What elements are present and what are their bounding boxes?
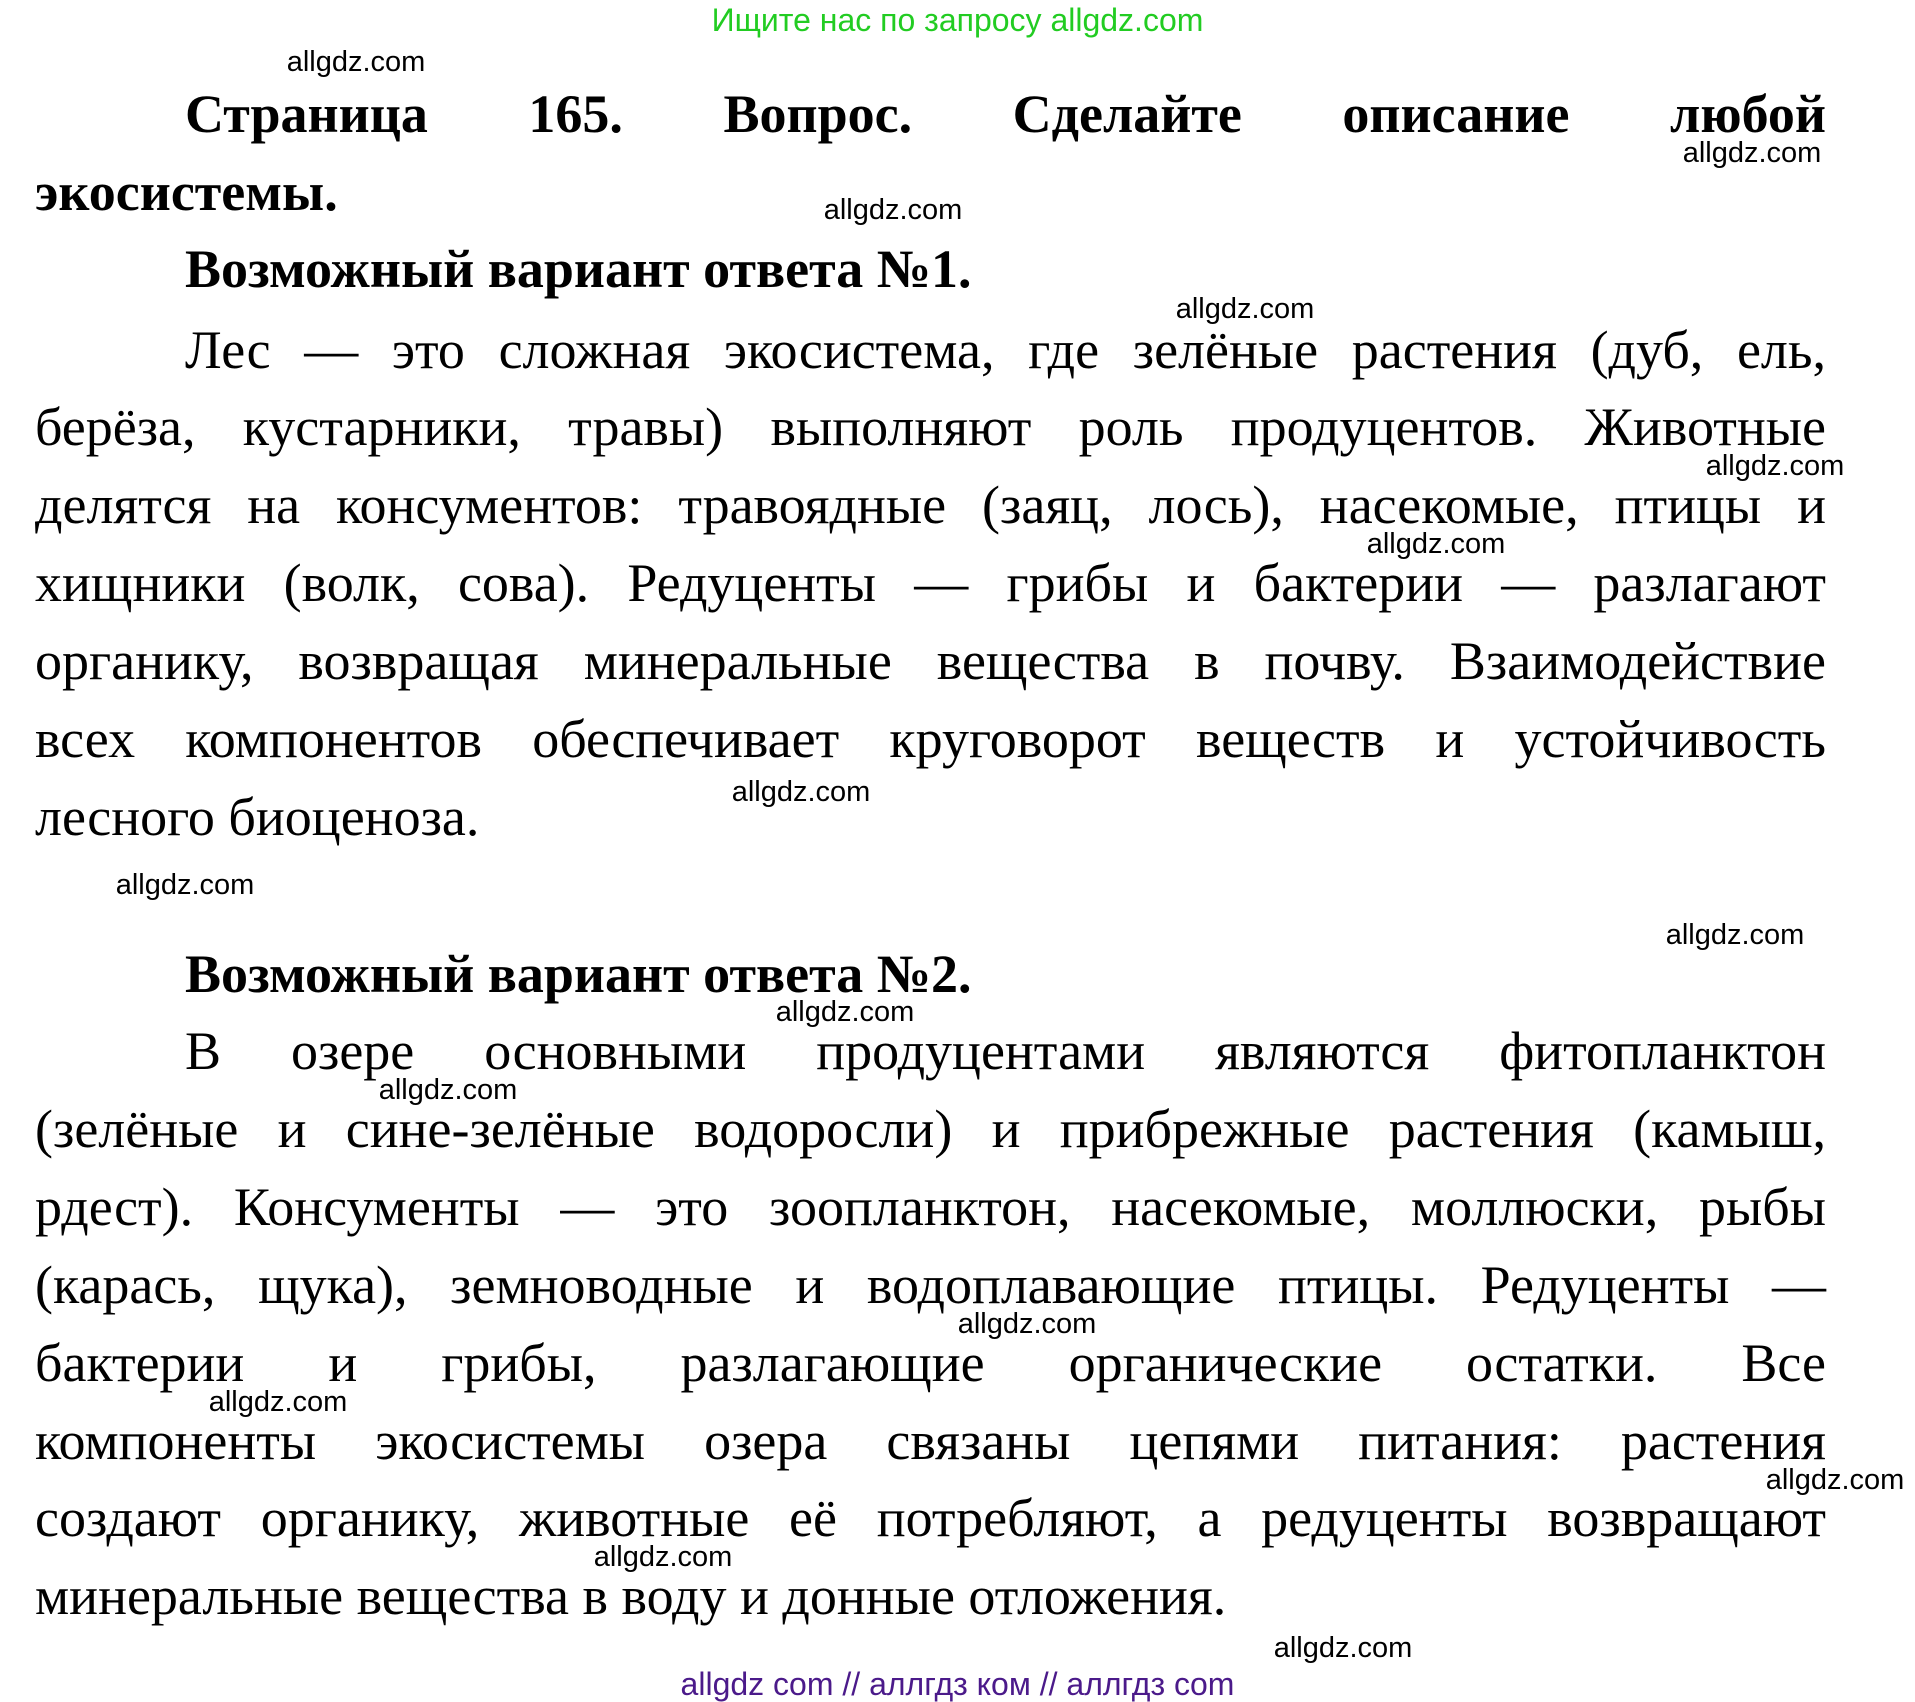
watermark: allgdz.com xyxy=(823,194,963,226)
paragraph-line: Лес — это сложная экосистема, где зелёные растения (дуб, ель, xyxy=(185,320,1826,380)
paragraph-line: органику, возвращая минеральные вещества в почву. Взаимодействие xyxy=(35,631,1826,691)
paragraph-line: всех компонентов обеспечивает круговорот веществ и устойчивость xyxy=(35,709,1826,769)
watermark: allgdz.com xyxy=(1705,450,1845,482)
watermark: allgdz.com xyxy=(1665,919,1805,951)
watermark: allgdz.com xyxy=(115,869,255,901)
bottom-banner: allgdz com // аллгдз ком // аллгдз com xyxy=(680,1666,1235,1702)
paragraph-line: хищники (волк, сова). Редуценты — грибы и бактерии — разлагают xyxy=(35,553,1826,613)
watermark: allgdz.com xyxy=(1366,528,1506,560)
paragraph-line: рдест). Консументы — это зоопланктон, насекомые, моллюски, рыбы xyxy=(35,1177,1826,1237)
paragraph-line: (карась, щука), земноводные и водоплавающие птицы. Редуценты — xyxy=(35,1255,1826,1315)
paragraph-line: (зелёные и сине-зелёные водоросли) и прибрежные растения (камыш, xyxy=(35,1099,1826,1159)
watermark: allgdz.com xyxy=(593,1541,733,1573)
paragraph-line: берёза, кустарники, травы) выполняют роль продуцентов. Животные xyxy=(35,397,1826,457)
watermark: allgdz.com xyxy=(286,46,426,78)
watermark: allgdz.com xyxy=(1765,1464,1905,1496)
paragraph-line: компоненты экосистемы озера связаны цепями питания: растения xyxy=(35,1411,1826,1471)
watermark: allgdz.com xyxy=(378,1074,518,1106)
paragraph-line: создают органику, животные её потребляют, а редуценты возвращают xyxy=(35,1488,1826,1548)
watermark: allgdz.com xyxy=(208,1386,348,1418)
watermark: allgdz.com xyxy=(1175,293,1315,325)
watermark: allgdz.com xyxy=(731,776,871,808)
answer2-heading: Возможный вариант ответа №2. xyxy=(185,944,972,1004)
watermark: allgdz.com xyxy=(1273,1632,1413,1664)
watermark: allgdz.com xyxy=(957,1308,1097,1340)
paragraph-line: делятся на консументов: травоядные (заяц, лось), насекомые, птицы и xyxy=(35,475,1826,535)
paragraph-line: лесного биоценоза. xyxy=(35,787,480,847)
answer1-heading: Возможный вариант ответа №1. xyxy=(185,239,972,299)
title-line: экосистемы. xyxy=(35,162,338,222)
top-banner: Ищите нас по запросу allgdz.com xyxy=(711,2,1204,38)
watermark: allgdz.com xyxy=(775,996,915,1028)
watermark: allgdz.com xyxy=(1682,137,1822,169)
paragraph-line: минеральные вещества в воду и донные отложения. xyxy=(35,1566,1227,1626)
title-line: Страница 165. Вопрос. Сделайте описание любой xyxy=(185,84,1826,144)
paragraph-line: бактерии и грибы, разлагающие органические остатки. Все xyxy=(35,1333,1826,1393)
paragraph-line: В озере основными продуцентами являются фитопланктон xyxy=(185,1021,1826,1081)
